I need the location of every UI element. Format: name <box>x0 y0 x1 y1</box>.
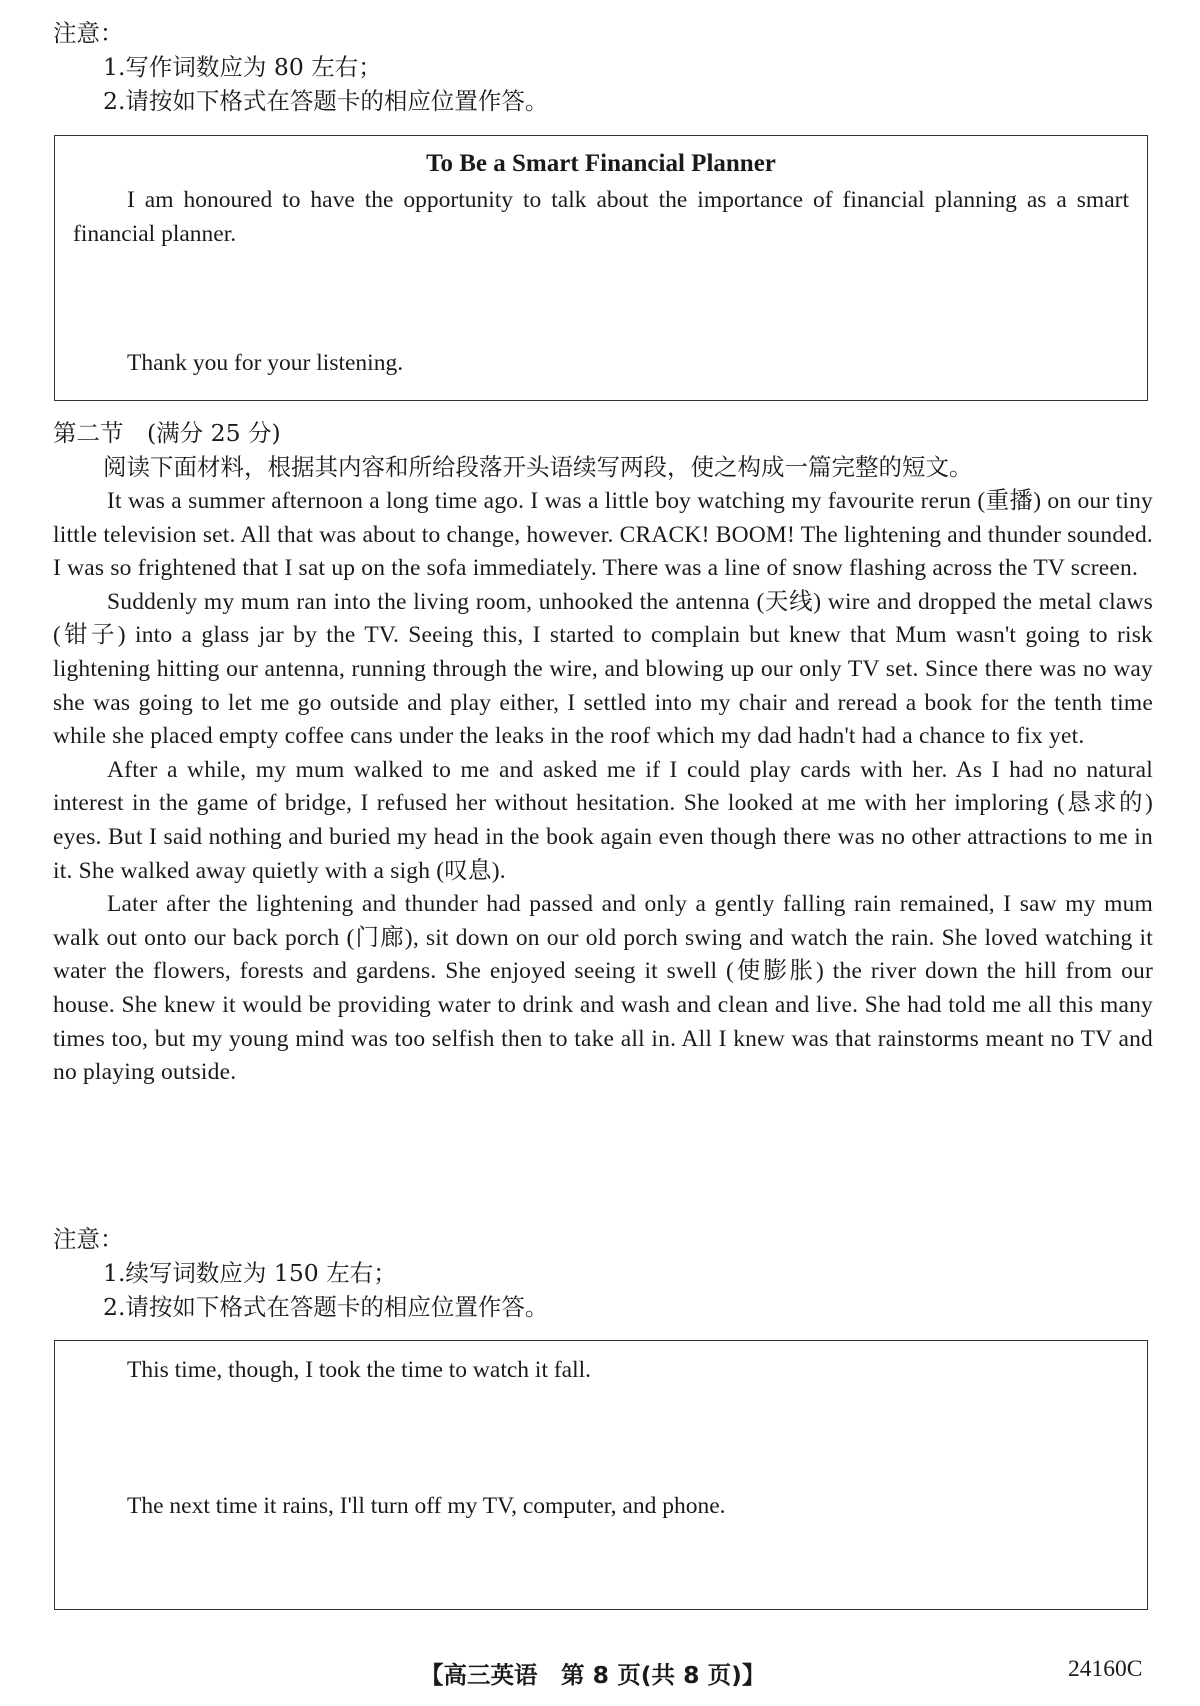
para1-opening: This time, though, I took the time to watch it fall. <box>127 1357 592 1383</box>
story-paragraph: It was a summer afternoon a long time ago. I was a little boy watching my favourite rerun (重播) on our tiny little television set. All that was about to change, however. CRACK! BOOM! The lightening and thunder sounded. I was so frightened that I sat up on the sofa immediately. There was a line of snow flashing across the TV screen. <box>53 488 1153 582</box>
page-footer: 【高三英语 第 8 页(共 8 页)】 <box>420 1661 766 1689</box>
story-paragraph: Later after the lightening and thunder had passed and only a gently falling rain remained, I saw my mum walk out onto our back porch (门廊), sit down on our old porch swing and watch the rain. She loved watching it water the flowers, forests and gardens. She enjoyed seeing it swell (使膨胀) the river down the hill from our house. She knew it would be providing water to drink and wash and clean and live. She had told me all this many times too, but my young mind was too selfish then to take all in. All I knew was that rainstorms meant no TV and no playing outside. <box>53 891 1153 1086</box>
notes-heading: 注意： <box>53 1225 124 1253</box>
note-item: 1.写作词数应为 80 左右； <box>103 53 382 81</box>
essay-closing: Thank you for your listening. <box>127 350 404 376</box>
story-paragraph: Suddenly my mum ran into the living room, unhooked the antenna (天线) wire and dropped the metal claws (钳子) into a glass jar by the TV. Seeing this, I started to complain but knew that Mum wasn't going to risk lightening hitting our antenna, running through the wire, and blowing up our only TV set. Since there was no way she was going to let me go outside and play either, I settled into my chair and reread a book for the tenth time while she placed empty coffee cans under the leaks in the roof which my dad hadn't had a chance to fix yet. <box>53 588 1153 750</box>
section-instruction: 阅读下面材料，根据其内容和所给段落开头语续写两段，使之构成一篇完整的短文。 <box>103 453 973 481</box>
note-item: 2.请按如下格式在答题卡的相应位置作答。 <box>103 87 549 115</box>
essay-opening <box>73 184 1129 251</box>
continuation-answer-box <box>54 1340 1148 1610</box>
story-passage <box>53 485 1153 1090</box>
essay-title: To Be a Smart Financial Planner <box>426 150 776 177</box>
para2-opening: The next time it rains, I'll turn off my TV, computer, and phone. <box>127 1493 726 1519</box>
section-heading: 第二节 (满分 25 分) <box>53 419 281 447</box>
note-item: 1.续写词数应为 150 左右； <box>103 1259 397 1287</box>
paper-code: 24160C <box>1068 1656 1143 1682</box>
note-item: 2.请按如下格式在答题卡的相应位置作答。 <box>103 1293 549 1321</box>
writing-answer-box <box>54 135 1148 401</box>
essay-opening-text: I am honoured to have the opportunity to talk about the importance of financial planning as a smart financial planner. <box>73 187 1129 247</box>
notes-heading: 注意： <box>53 19 124 47</box>
story-paragraph: After a while, my mum walked to me and asked me if I could play cards with her. As I had no natural interest in the game of bridge, I refused her without hesitation. She looked at me with her imploring (恳求的) eyes. But I said nothing and buried my head in the book again even though there was no other attractions to me in it. She walked away quietly with a sigh (叹息). <box>53 756 1153 884</box>
